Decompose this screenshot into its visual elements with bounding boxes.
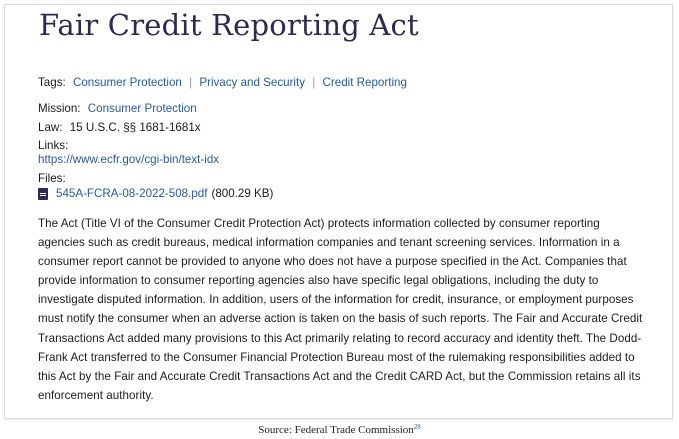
tag-link-consumer-protection[interactable]: Consumer Protection [72, 76, 182, 89]
law-label: Law: [38, 121, 63, 134]
links-label: Links: [38, 139, 69, 152]
tag-separator: | [189, 76, 193, 89]
law-row [38, 121, 201, 135]
file-size: (800.29 KB) [211, 187, 274, 200]
page-title: Fair Credit Reporting Act [39, 8, 419, 42]
law-value: 15 U.S.C. §§ 1681-1681x [69, 121, 201, 134]
file-download-link[interactable]: 545A-FCRA-08-2022-508.pdf [56, 187, 208, 200]
caption-text: Source: Federal Trade Commission [258, 424, 414, 436]
act-description: The Act (Title VI of the Consumer Credit Protection Act) protects information collected by consumer reporting agencies such as credit bureaus, medical information companies and tenant screening services. Information in a consumer report cannot be provided to anyone who does not have a purpose specified in the Act. Companies that provide information to consumer reporting agencies also have specific legal obligations, including the duty to investigate disputed information. In addition, users of the information for credit, insurance, or employment purposes must notify the consumer when an adverse action is taken on the basis of such reports. The Fair and Accurate Credit Transactions Act added many provisions to this Act primarily relating to record accuracy and identity theft. The Dodd-Frank Act transferred to the Consumer Financial Protection Bureau most of the rulemaking responsibilities added to this Act by the Fair and Accurate Credit Transactions Act and the Credit CARD Act, but the Commission retains all its enforcement authority. [38, 217, 643, 402]
tag-link-credit-reporting[interactable]: Credit Reporting [322, 76, 407, 89]
pdf-file-icon [38, 188, 48, 200]
external-link-ecfr[interactable]: https://www.ecfr.gov/cgi-bin/text-idx [38, 153, 220, 166]
mission-row [38, 102, 197, 116]
files-label: Files: [38, 172, 66, 185]
links-row [38, 153, 219, 167]
tag-separator: | [312, 76, 316, 89]
files-row [38, 187, 273, 201]
tag-link-privacy-and-security[interactable]: Privacy and Security [199, 76, 306, 89]
mission-link[interactable]: Consumer Protection [87, 102, 197, 115]
tags-row [38, 76, 407, 90]
footnote-reference[interactable]: 28 [413, 423, 421, 431]
figure-caption [0, 423, 679, 436]
tags-label: Tags: [38, 76, 66, 89]
mission-label: Mission: [38, 102, 81, 115]
